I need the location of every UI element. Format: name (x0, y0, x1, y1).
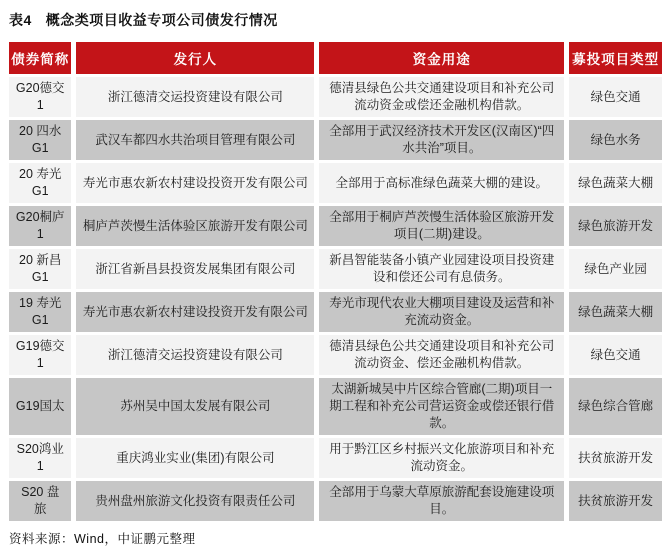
fund-usage-cell: 太湖新城吴中片区综合管廊(二期)项目一期工程和补充公司营运资金或偿还银行借款。 (319, 378, 564, 435)
bond-name-cell: 20 四水 G1 (9, 120, 71, 160)
table-row (9, 163, 662, 203)
fund-usage-cell: 德清县绿色公共交通建设项目和补充公司流动资金、偿还金融机构借款。 (319, 335, 564, 375)
table-title-text: 概念类项目收益专项公司债发行情况 (45, 12, 278, 28)
project-type-cell: 绿色交通 (569, 77, 662, 117)
table-row (9, 206, 662, 246)
bond-name-cell: 20 寿光 G1 (9, 163, 71, 203)
bond-name-cell: 20 新昌 G1 (9, 249, 71, 289)
bond-name-cell: G20桐庐 1 (9, 206, 71, 246)
fund-usage-cell: 用于黔江区乡村振兴文化旅游项目和补充流动资金。 (319, 438, 564, 478)
table-row (9, 77, 662, 117)
issuer-cell: 浙江德清交运投资建设有限公司 (76, 335, 314, 375)
bond-name-cell: 19 寿光 G1 (9, 292, 71, 332)
table-row (9, 292, 662, 332)
project-type-cell: 绿色综合管廊 (569, 378, 662, 435)
issuer-cell: 寿光市惠农新农村建设投资开发有限公司 (76, 292, 314, 332)
bond-issuance-table (4, 39, 667, 524)
table-row (9, 335, 662, 375)
fund-usage-cell: 全部用于桐庐芦茨慢生活体验区旅游开发项目(二期)建设。 (319, 206, 564, 246)
fund-usage-cell: 全部用于武汉经济技术开发区(汉南区)“四水共治”项目。 (319, 120, 564, 160)
project-type-cell: 绿色旅游开发 (569, 206, 662, 246)
issuer-cell: 重庆鸿业实业(集团)有限公司 (76, 438, 314, 478)
issuer-cell: 浙江德清交运投资建设有限公司 (76, 77, 314, 117)
project-type-cell: 绿色水务 (569, 120, 662, 160)
source-note: 资料来源：Wind，中证鹏元整理 (9, 532, 196, 546)
bond-name-cell: S20 盘旅 (9, 481, 71, 521)
project-type-cell: 扶贫旅游开发 (569, 438, 662, 478)
bond-name-cell: S20鸿业 1 (9, 438, 71, 478)
table-row (9, 120, 662, 160)
fund-usage-cell: 全部用于乌蒙大草原旅游配套设施建设项目。 (319, 481, 564, 521)
table-number: 表4 (9, 12, 32, 28)
issuer-cell: 武汉车都四水共治项目管理有限公司 (76, 120, 314, 160)
project-type-cell: 绿色产业园 (569, 249, 662, 289)
issuer-cell: 贵州盘州旅游文化投资有限责任公司 (76, 481, 314, 521)
project-type-cell: 绿色交通 (569, 335, 662, 375)
header-project-type: 募投项目类型 (569, 42, 662, 74)
table-row (9, 438, 662, 478)
table-body (9, 77, 662, 521)
table-row (9, 378, 662, 435)
fund-usage-cell: 寿光市现代农业大棚项目建设及运营和补充流动资金。 (319, 292, 564, 332)
fund-usage-cell: 新昌智能装备小镇产业园建设项目投资建设和偿还公司有息债务。 (319, 249, 564, 289)
header-bond-name: 债券简称 (9, 42, 71, 74)
table-row (9, 249, 662, 289)
project-type-cell: 绿色蔬菜大棚 (569, 292, 662, 332)
issuer-cell: 苏州吴中国太发展有限公司 (76, 378, 314, 435)
fund-usage-cell: 全部用于高标准绿色蔬菜大棚的建设。 (319, 163, 564, 203)
issuer-cell: 桐庐芦茨慢生活体验区旅游开发有限公司 (76, 206, 314, 246)
table-row (9, 481, 662, 521)
bond-name-cell: G19国太 (9, 378, 71, 435)
header-issuer: 发行人 (76, 42, 314, 74)
project-type-cell: 扶贫旅游开发 (569, 481, 662, 521)
table-title (9, 10, 668, 30)
issuer-cell: 浙江省新昌县投资发展集团有限公司 (76, 249, 314, 289)
project-type-cell: 绿色蔬菜大棚 (569, 163, 662, 203)
bond-name-cell: G19德交 1 (9, 335, 71, 375)
header-fund-usage: 资金用途 (319, 42, 564, 74)
issuer-cell: 寿光市惠农新农村建设投资开发有限公司 (76, 163, 314, 203)
table-header-row (9, 42, 662, 74)
bond-name-cell: G20德交 1 (9, 77, 71, 117)
fund-usage-cell: 德清县绿色公共交通建设项目和补充公司流动资金或偿还金融机构借款。 (319, 77, 564, 117)
